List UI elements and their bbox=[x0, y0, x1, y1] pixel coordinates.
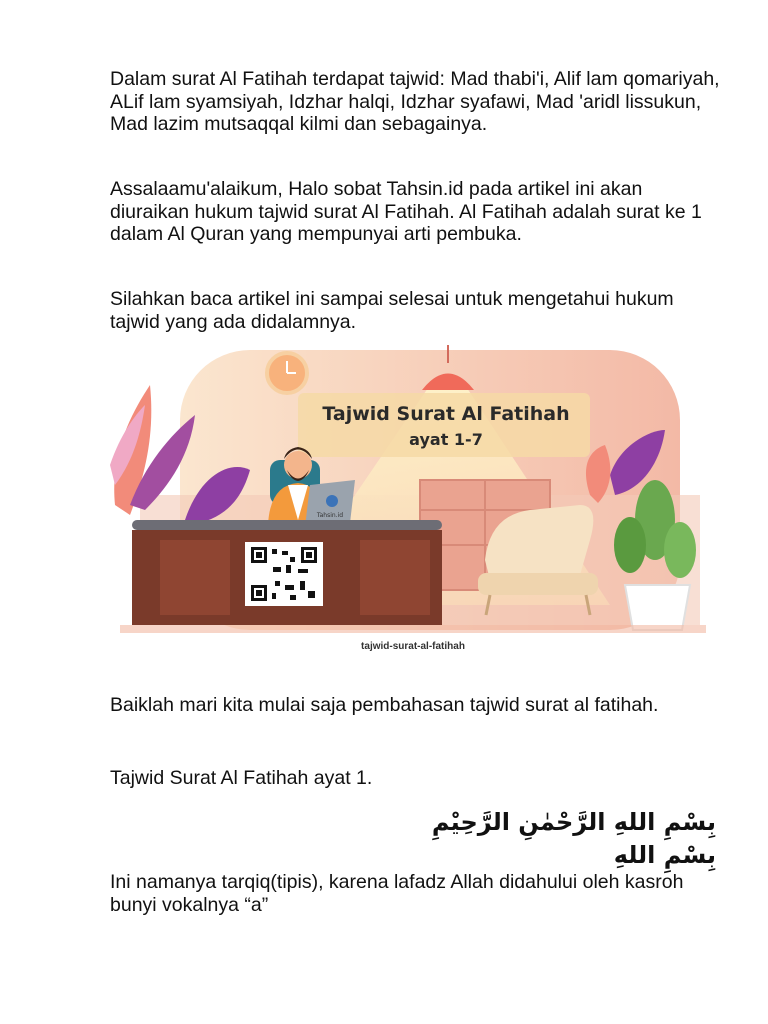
laptop bbox=[305, 480, 355, 527]
intro-paragraph: Dalam surat Al Fatihah terdapat tajwid: Mad thabi'i, Alif lam qomariyah, ALif lam syamsiyah, Idzhar halqi, Idzhar syafawi, Mad 'aridl lissukun, Mad lazim mutsaqqal kilmi dan sebagainya. bbox=[110, 68, 720, 136]
image-caption: tajwid-surat-al-fatihah bbox=[361, 641, 465, 652]
image-title: Tajwid Surat Al Fatihah bbox=[322, 403, 570, 425]
greeting-paragraph: Assalaamu'alaikum, Halo sobat Tahsin.id pada artikel ini akan diuraikan hukum tajwid surat Al Fatihah. Al Fatihah adalah surat ke 1 dalam Al Quran yang mempunyai arti pembuka. bbox=[110, 178, 702, 246]
invite-paragraph: Silahkan baca artikel ini sampai selesai untuk mengetahui hukum tajwid yang ada didalamnya. bbox=[110, 288, 674, 333]
image-subtitle: ayat 1-7 bbox=[409, 430, 483, 449]
arabic-verse: بِسْمِ اللهِ الرَّحْمٰنِ الرَّحِيْمِ bbox=[431, 808, 716, 836]
laptop-label: Tahsin.id bbox=[316, 512, 344, 519]
ayat-heading: Tajwid Surat Al Fatihah ayat 1. bbox=[110, 767, 373, 789]
start-paragraph: Baiklah mari kita mulai saja pembahasan tajwid surat al fatihah. bbox=[110, 694, 659, 716]
arabic-fragment: بِسْمِ اللهِ bbox=[613, 841, 716, 869]
qr-code-icon bbox=[245, 542, 323, 606]
desk-top bbox=[132, 520, 442, 530]
explanation-paragraph: Ini namanya tarqiq(tipis), karena lafadz Allah didahului oleh kasroh bunyi vokalnya “a” bbox=[110, 871, 684, 916]
article-hero-image bbox=[110, 345, 716, 640]
